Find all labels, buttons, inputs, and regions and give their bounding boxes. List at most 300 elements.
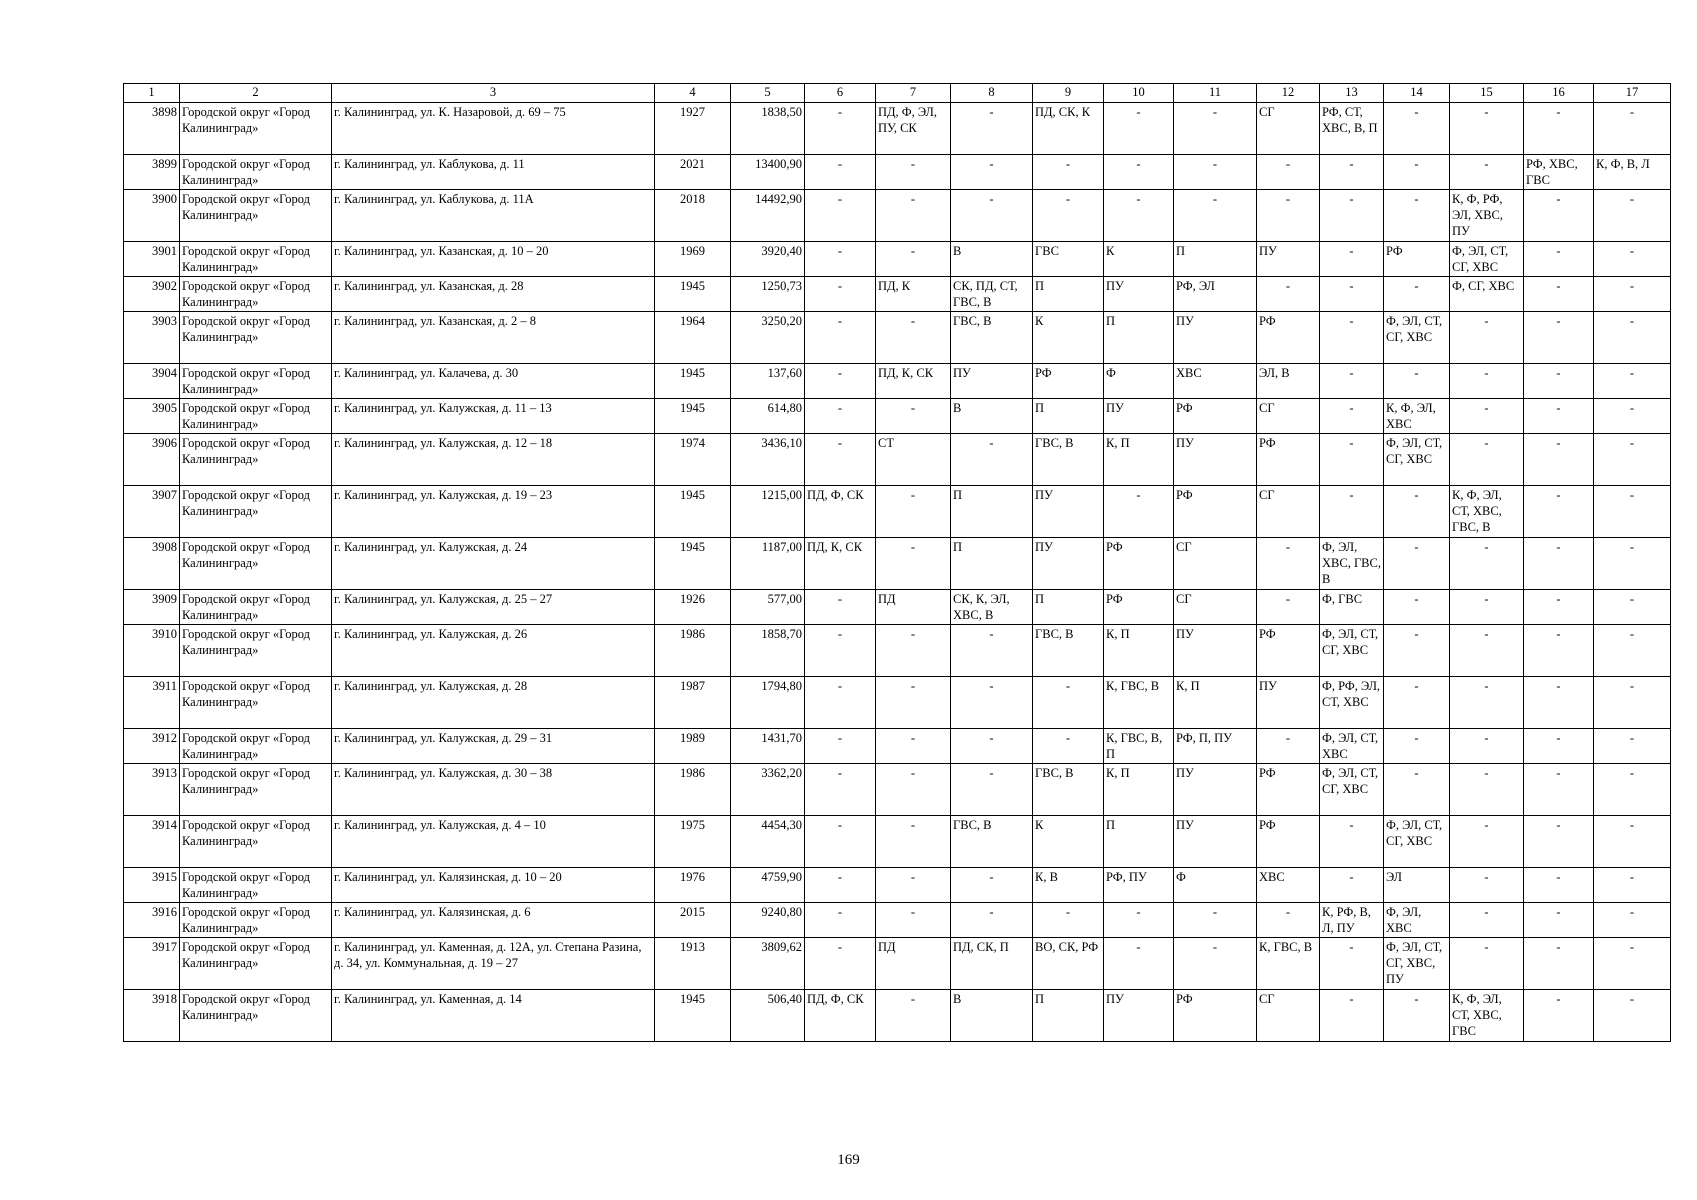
- table-cell-col-3: г. Калининград, ул. Калязинская, д. 10 – 20: [332, 868, 655, 903]
- table-cell-col-6: -: [805, 625, 876, 677]
- table-cell-col-10: К, П: [1104, 764, 1174, 816]
- table-cell-col-3: г. Калининград, ул. Каблукова, д. 11А: [332, 190, 655, 242]
- table-cell-col-6: -: [805, 868, 876, 903]
- column-header-6: 6: [805, 84, 876, 103]
- table-cell-col-2: Городской округ «Город Калининград»: [180, 729, 332, 764]
- table-cell-col-16: -: [1524, 903, 1594, 938]
- table-cell-col-11: ПУ: [1174, 816, 1257, 868]
- table-cell-col-13: -: [1320, 242, 1384, 277]
- table-cell-col-5: 1858,70: [731, 625, 805, 677]
- table-cell-col-9: -: [1033, 677, 1104, 729]
- table-cell-col-7: -: [876, 486, 951, 538]
- table-cell-col-7: ПД, К: [876, 277, 951, 312]
- table-cell-col-12: СГ: [1257, 399, 1320, 434]
- table-cell-col-10: ПУ: [1104, 277, 1174, 312]
- table-cell-col-17: -: [1594, 625, 1671, 677]
- table-cell-col-4: 1987: [655, 677, 731, 729]
- table-row: [124, 103, 1671, 155]
- table-cell-col-15: К, Ф, ЭЛ, СТ, ХВС, ГВС, В: [1450, 486, 1524, 538]
- table-cell-col-7: -: [876, 190, 951, 242]
- column-header-3: 3: [332, 84, 655, 103]
- table-row: [124, 486, 1671, 538]
- table-cell-col-9: П: [1033, 990, 1104, 1042]
- table-cell-col-9: П: [1033, 399, 1104, 434]
- table-cell-col-12: РФ: [1257, 312, 1320, 364]
- table-row: [124, 903, 1671, 938]
- table-cell-col-5: 3250,20: [731, 312, 805, 364]
- table-cell-col-7: -: [876, 868, 951, 903]
- table-cell-col-15: -: [1450, 903, 1524, 938]
- table-cell-col-15: К, Ф, РФ, ЭЛ, ХВС, ПУ: [1450, 190, 1524, 242]
- table-cell-col-17: -: [1594, 816, 1671, 868]
- table-cell-col-14: -: [1384, 677, 1450, 729]
- table-cell-col-8: -: [951, 903, 1033, 938]
- table-cell-col-1: 3906: [124, 434, 180, 486]
- table-cell-col-1: 3904: [124, 364, 180, 399]
- table-cell-col-5: 3809,62: [731, 938, 805, 990]
- table-cell-col-8: -: [951, 103, 1033, 155]
- table-cell-col-9: -: [1033, 155, 1104, 190]
- table-cell-col-11: СГ: [1174, 590, 1257, 625]
- table-cell-col-10: ПУ: [1104, 399, 1174, 434]
- register-table: [123, 83, 1671, 1042]
- table-cell-col-2: Городской округ «Город Калининград»: [180, 677, 332, 729]
- table-cell-col-14: ЭЛ: [1384, 868, 1450, 903]
- column-header-12: 12: [1257, 84, 1320, 103]
- table-cell-col-2: Городской округ «Город Калининград»: [180, 103, 332, 155]
- table-cell-col-8: ГВС, В: [951, 816, 1033, 868]
- table-cell-col-6: -: [805, 277, 876, 312]
- table-cell-col-6: -: [805, 399, 876, 434]
- table-cell-col-9: ГВС, В: [1033, 434, 1104, 486]
- table-cell-col-2: Городской округ «Город Калининград»: [180, 590, 332, 625]
- table-cell-col-9: -: [1033, 729, 1104, 764]
- table-cell-col-2: Городской округ «Город Калининград»: [180, 277, 332, 312]
- table-cell-col-8: ПД, СК, П: [951, 938, 1033, 990]
- table-cell-col-6: -: [805, 903, 876, 938]
- table-cell-col-17: -: [1594, 103, 1671, 155]
- table-cell-col-11: К, П: [1174, 677, 1257, 729]
- table-cell-col-15: -: [1450, 538, 1524, 590]
- table-cell-col-4: 1945: [655, 990, 731, 1042]
- table-cell-col-16: -: [1524, 625, 1594, 677]
- table-cell-col-17: -: [1594, 364, 1671, 399]
- table-cell-col-11: -: [1174, 903, 1257, 938]
- table-cell-col-5: 13400,90: [731, 155, 805, 190]
- table-cell-col-6: -: [805, 155, 876, 190]
- table-cell-col-10: -: [1104, 486, 1174, 538]
- table-cell-col-6: ПД, К, СК: [805, 538, 876, 590]
- table-cell-col-3: г. Калининград, ул. Калужская, д. 30 – 38: [332, 764, 655, 816]
- table-cell-col-1: 3914: [124, 816, 180, 868]
- table-cell-col-12: СГ: [1257, 486, 1320, 538]
- table-cell-col-2: Городской округ «Город Калининград»: [180, 990, 332, 1042]
- table-row: [124, 625, 1671, 677]
- table-cell-col-7: ПД, Ф, ЭЛ, ПУ, СК: [876, 103, 951, 155]
- table-cell-col-12: -: [1257, 903, 1320, 938]
- table-cell-col-16: -: [1524, 816, 1594, 868]
- table-cell-col-14: -: [1384, 538, 1450, 590]
- table-cell-col-4: 1945: [655, 364, 731, 399]
- table-cell-col-16: -: [1524, 399, 1594, 434]
- table-cell-col-3: г. Калининград, ул. Калужская, д. 19 – 23: [332, 486, 655, 538]
- table-cell-col-17: -: [1594, 538, 1671, 590]
- table-cell-col-17: -: [1594, 434, 1671, 486]
- table-cell-col-15: -: [1450, 399, 1524, 434]
- table-cell-col-10: К, П: [1104, 625, 1174, 677]
- table-row: [124, 677, 1671, 729]
- table-cell-col-9: ПУ: [1033, 538, 1104, 590]
- table-cell-col-11: ХВС: [1174, 364, 1257, 399]
- table-cell-col-15: Ф, ЭЛ, СТ, СГ, ХВС: [1450, 242, 1524, 277]
- table-cell-col-1: 3903: [124, 312, 180, 364]
- table-cell-col-6: -: [805, 677, 876, 729]
- column-header-14: 14: [1384, 84, 1450, 103]
- table-cell-col-9: К, В: [1033, 868, 1104, 903]
- table-cell-col-14: Ф, ЭЛ, СТ, СГ, ХВС: [1384, 312, 1450, 364]
- table-cell-col-4: 1986: [655, 764, 731, 816]
- table-cell-col-7: -: [876, 625, 951, 677]
- table-cell-col-12: -: [1257, 538, 1320, 590]
- table-cell-col-8: -: [951, 729, 1033, 764]
- table-cell-col-1: 3911: [124, 677, 180, 729]
- table-cell-col-6: -: [805, 938, 876, 990]
- table-cell-col-3: г. Калининград, ул. Казанская, д. 10 – 20: [332, 242, 655, 277]
- table-cell-col-7: СТ: [876, 434, 951, 486]
- table-cell-col-12: -: [1257, 190, 1320, 242]
- table-cell-col-4: 1986: [655, 625, 731, 677]
- table-row: [124, 364, 1671, 399]
- table-cell-col-8: В: [951, 399, 1033, 434]
- table-cell-col-2: Городской округ «Город Калининград»: [180, 242, 332, 277]
- table-cell-col-3: г. Калининград, ул. Калужская, д. 29 – 31: [332, 729, 655, 764]
- table-cell-col-13: -: [1320, 364, 1384, 399]
- table-cell-col-14: -: [1384, 103, 1450, 155]
- table-cell-col-14: -: [1384, 364, 1450, 399]
- table-cell-col-4: 1945: [655, 538, 731, 590]
- table-cell-col-3: г. Калининград, ул. К. Назаровой, д. 69 – 75: [332, 103, 655, 155]
- table-cell-col-1: 3915: [124, 868, 180, 903]
- table-cell-col-6: -: [805, 434, 876, 486]
- table-cell-col-6: -: [805, 764, 876, 816]
- table-cell-col-4: 1945: [655, 486, 731, 538]
- table-cell-col-4: 1989: [655, 729, 731, 764]
- table-cell-col-16: -: [1524, 764, 1594, 816]
- table-cell-col-10: П: [1104, 312, 1174, 364]
- table-cell-col-14: Ф, ЭЛ, СТ, СГ, ХВС, ПУ: [1384, 938, 1450, 990]
- table-cell-col-17: -: [1594, 990, 1671, 1042]
- table-cell-col-14: -: [1384, 990, 1450, 1042]
- table-cell-col-4: 1945: [655, 277, 731, 312]
- table-cell-col-4: 1926: [655, 590, 731, 625]
- table-cell-col-1: 3898: [124, 103, 180, 155]
- table-cell-col-6: -: [805, 103, 876, 155]
- table-cell-col-3: г. Калининград, ул. Калужская, д. 26: [332, 625, 655, 677]
- table-cell-col-17: -: [1594, 764, 1671, 816]
- table-row: [124, 590, 1671, 625]
- table-cell-col-4: 1964: [655, 312, 731, 364]
- table-cell-col-15: Ф, СГ, ХВС: [1450, 277, 1524, 312]
- table-cell-col-16: -: [1524, 103, 1594, 155]
- table-cell-col-1: 3909: [124, 590, 180, 625]
- table-cell-col-14: Ф, ЭЛ, СТ, СГ, ХВС: [1384, 816, 1450, 868]
- table-row: [124, 990, 1671, 1042]
- table-cell-col-16: -: [1524, 990, 1594, 1042]
- table-row: [124, 277, 1671, 312]
- table-cell-col-9: ПУ: [1033, 486, 1104, 538]
- table-cell-col-17: -: [1594, 729, 1671, 764]
- table-cell-col-3: г. Калининград, ул. Калязинская, д. 6: [332, 903, 655, 938]
- column-header-2: 2: [180, 84, 332, 103]
- table-cell-col-8: -: [951, 764, 1033, 816]
- table-cell-col-7: ПД: [876, 590, 951, 625]
- table-cell-col-14: Ф, ЭЛ, СТ, СГ, ХВС: [1384, 434, 1450, 486]
- table-cell-col-1: 3917: [124, 938, 180, 990]
- table-cell-col-5: 1215,00: [731, 486, 805, 538]
- table-cell-col-8: СК, ПД, СТ, ГВС, В: [951, 277, 1033, 312]
- table-cell-col-6: -: [805, 816, 876, 868]
- table-cell-col-9: ГВС, В: [1033, 764, 1104, 816]
- table-row: [124, 312, 1671, 364]
- table-cell-col-13: Ф, ГВС: [1320, 590, 1384, 625]
- table-cell-col-12: РФ: [1257, 764, 1320, 816]
- table-cell-col-16: -: [1524, 590, 1594, 625]
- table-cell-col-5: 3920,40: [731, 242, 805, 277]
- column-header-4: 4: [655, 84, 731, 103]
- table-cell-col-8: СК, К, ЭЛ, ХВС, В: [951, 590, 1033, 625]
- table-cell-col-10: -: [1104, 938, 1174, 990]
- table-row: [124, 190, 1671, 242]
- table-cell-col-9: РФ: [1033, 364, 1104, 399]
- table-cell-col-12: К, ГВС, В: [1257, 938, 1320, 990]
- column-header-5: 5: [731, 84, 805, 103]
- table-cell-col-11: ПУ: [1174, 434, 1257, 486]
- table-cell-col-6: -: [805, 190, 876, 242]
- table-cell-col-10: К, ГВС, В, П: [1104, 729, 1174, 764]
- table-cell-col-16: -: [1524, 364, 1594, 399]
- table-cell-col-2: Городской округ «Город Калининград»: [180, 903, 332, 938]
- table-cell-col-12: ПУ: [1257, 242, 1320, 277]
- table-cell-col-11: ПУ: [1174, 312, 1257, 364]
- table-cell-col-6: ПД, Ф, СК: [805, 990, 876, 1042]
- table-cell-col-7: -: [876, 677, 951, 729]
- table-cell-col-4: 2021: [655, 155, 731, 190]
- table-cell-col-5: 1250,73: [731, 277, 805, 312]
- column-header-1: 1: [124, 84, 180, 103]
- table-cell-col-13: -: [1320, 990, 1384, 1042]
- table-row: [124, 242, 1671, 277]
- table-cell-col-11: ПУ: [1174, 625, 1257, 677]
- table-cell-col-6: -: [805, 364, 876, 399]
- table-cell-col-1: 3902: [124, 277, 180, 312]
- table-cell-col-6: -: [805, 729, 876, 764]
- table-cell-col-5: 1794,80: [731, 677, 805, 729]
- table-cell-col-15: -: [1450, 677, 1524, 729]
- table-cell-col-17: -: [1594, 868, 1671, 903]
- table-cell-col-7: -: [876, 538, 951, 590]
- table-cell-col-1: 3912: [124, 729, 180, 764]
- table-cell-col-12: СГ: [1257, 990, 1320, 1042]
- table-cell-col-13: Ф, ЭЛ, СТ, СГ, ХВС: [1320, 764, 1384, 816]
- table-cell-col-2: Городской округ «Город Калининград»: [180, 434, 332, 486]
- table-cell-col-16: -: [1524, 538, 1594, 590]
- table-cell-col-10: РФ: [1104, 590, 1174, 625]
- table-cell-col-3: г. Калининград, ул. Каменная, д. 14: [332, 990, 655, 1042]
- table-cell-col-5: 1838,50: [731, 103, 805, 155]
- table-row: [124, 764, 1671, 816]
- table-cell-col-9: -: [1033, 190, 1104, 242]
- table-cell-col-3: г. Калининград, ул. Каблукова, д. 11: [332, 155, 655, 190]
- table-cell-col-11: -: [1174, 190, 1257, 242]
- table-cell-col-17: -: [1594, 903, 1671, 938]
- table-cell-col-5: 1187,00: [731, 538, 805, 590]
- table-cell-col-6: ПД, Ф, СК: [805, 486, 876, 538]
- table-cell-col-17: -: [1594, 242, 1671, 277]
- table-cell-col-11: -: [1174, 938, 1257, 990]
- table-row: [124, 155, 1671, 190]
- table-cell-col-7: -: [876, 729, 951, 764]
- table-row: [124, 868, 1671, 903]
- table-cell-col-10: Ф: [1104, 364, 1174, 399]
- table-cell-col-10: К, П: [1104, 434, 1174, 486]
- table-cell-col-2: Городской округ «Город Калининград»: [180, 399, 332, 434]
- table-cell-col-13: -: [1320, 312, 1384, 364]
- table-cell-col-12: ЭЛ, В: [1257, 364, 1320, 399]
- table-cell-col-5: 14492,90: [731, 190, 805, 242]
- table-cell-col-17: К, Ф, В, Л: [1594, 155, 1671, 190]
- table-cell-col-2: Городской округ «Город Калининград»: [180, 764, 332, 816]
- table-cell-col-12: РФ: [1257, 625, 1320, 677]
- table-cell-col-5: 9240,80: [731, 903, 805, 938]
- column-header-17: 17: [1594, 84, 1671, 103]
- table-cell-col-9: П: [1033, 590, 1104, 625]
- table-cell-col-11: ПУ: [1174, 764, 1257, 816]
- table-cell-col-9: К: [1033, 312, 1104, 364]
- table-cell-col-2: Городской округ «Город Калининград»: [180, 538, 332, 590]
- table-cell-col-4: 1969: [655, 242, 731, 277]
- table-cell-col-17: -: [1594, 312, 1671, 364]
- table-cell-col-6: -: [805, 242, 876, 277]
- table-cell-col-17: -: [1594, 399, 1671, 434]
- table-cell-col-11: РФ, ЭЛ: [1174, 277, 1257, 312]
- table-cell-col-17: -: [1594, 938, 1671, 990]
- table-cell-col-7: -: [876, 990, 951, 1042]
- table-cell-col-16: -: [1524, 868, 1594, 903]
- table-cell-col-16: -: [1524, 242, 1594, 277]
- column-header-7: 7: [876, 84, 951, 103]
- table-cell-col-11: РФ: [1174, 990, 1257, 1042]
- table-cell-col-14: -: [1384, 277, 1450, 312]
- table-cell-col-13: -: [1320, 868, 1384, 903]
- page-number: 169: [837, 1152, 860, 1168]
- table-cell-col-7: -: [876, 903, 951, 938]
- column-header-9: 9: [1033, 84, 1104, 103]
- column-header-13: 13: [1320, 84, 1384, 103]
- table-cell-col-2: Городской округ «Город Калининград»: [180, 816, 332, 868]
- table-cell-col-14: -: [1384, 190, 1450, 242]
- column-header-10: 10: [1104, 84, 1174, 103]
- table-cell-col-17: -: [1594, 277, 1671, 312]
- table-cell-col-2: Городской округ «Город Калининград»: [180, 364, 332, 399]
- table-cell-col-3: г. Калининград, ул. Калужская, д. 4 – 10: [332, 816, 655, 868]
- table-cell-col-3: г. Калининград, ул. Калужская, д. 12 – 18: [332, 434, 655, 486]
- table-cell-col-16: -: [1524, 434, 1594, 486]
- column-header-16: 16: [1524, 84, 1594, 103]
- table-cell-col-8: ПУ: [951, 364, 1033, 399]
- table-cell-col-1: 3913: [124, 764, 180, 816]
- table-row: [124, 816, 1671, 868]
- table-cell-col-2: Городской округ «Город Калининград»: [180, 486, 332, 538]
- table-cell-col-5: 577,00: [731, 590, 805, 625]
- table-cell-col-3: г. Калининград, ул. Казанская, д. 2 – 8: [332, 312, 655, 364]
- table-cell-col-10: ПУ: [1104, 990, 1174, 1042]
- table-cell-col-15: -: [1450, 155, 1524, 190]
- table-cell-col-2: Городской округ «Город Калининград»: [180, 155, 332, 190]
- table-cell-col-14: -: [1384, 155, 1450, 190]
- table-cell-col-12: -: [1257, 155, 1320, 190]
- table-cell-col-4: 1927: [655, 103, 731, 155]
- table-cell-col-2: Городской округ «Город Калининград»: [180, 625, 332, 677]
- table-cell-col-14: -: [1384, 486, 1450, 538]
- table-cell-col-1: 3918: [124, 990, 180, 1042]
- table-cell-col-15: -: [1450, 868, 1524, 903]
- table-cell-col-17: -: [1594, 677, 1671, 729]
- table-cell-col-3: г. Калининград, ул. Казанская, д. 28: [332, 277, 655, 312]
- table-cell-col-11: РФ, П, ПУ: [1174, 729, 1257, 764]
- table-cell-col-1: 3900: [124, 190, 180, 242]
- table-cell-col-8: -: [951, 677, 1033, 729]
- table-cell-col-13: -: [1320, 190, 1384, 242]
- table-cell-col-15: -: [1450, 103, 1524, 155]
- table-cell-col-7: -: [876, 242, 951, 277]
- table-cell-col-10: -: [1104, 190, 1174, 242]
- table-cell-col-10: РФ, ПУ: [1104, 868, 1174, 903]
- table-cell-col-9: ГВС: [1033, 242, 1104, 277]
- table-cell-col-9: К: [1033, 816, 1104, 868]
- table-cell-col-12: РФ: [1257, 816, 1320, 868]
- table-cell-col-13: Ф, ЭЛ, СТ, ХВС: [1320, 729, 1384, 764]
- table-cell-col-9: ГВС, В: [1033, 625, 1104, 677]
- table-cell-col-8: -: [951, 155, 1033, 190]
- table-cell-col-9: ВО, СК, РФ: [1033, 938, 1104, 990]
- table-cell-col-8: -: [951, 190, 1033, 242]
- table-cell-col-16: -: [1524, 729, 1594, 764]
- table-cell-col-15: -: [1450, 590, 1524, 625]
- table-row: [124, 434, 1671, 486]
- table-cell-col-8: -: [951, 868, 1033, 903]
- table-cell-col-7: -: [876, 816, 951, 868]
- table-cell-col-14: К, Ф, ЭЛ, ХВС: [1384, 399, 1450, 434]
- table-cell-col-4: 1945: [655, 399, 731, 434]
- table-cell-col-4: 1974: [655, 434, 731, 486]
- table-cell-col-2: Городской округ «Город Калининград»: [180, 190, 332, 242]
- table-cell-col-4: 1975: [655, 816, 731, 868]
- column-header-11: 11: [1174, 84, 1257, 103]
- table-cell-col-13: -: [1320, 277, 1384, 312]
- table-cell-col-11: РФ: [1174, 399, 1257, 434]
- table-cell-col-13: -: [1320, 434, 1384, 486]
- table-cell-col-5: 137,60: [731, 364, 805, 399]
- table-cell-col-15: -: [1450, 764, 1524, 816]
- table-cell-col-12: СГ: [1257, 103, 1320, 155]
- column-header-8: 8: [951, 84, 1033, 103]
- table-cell-col-1: 3908: [124, 538, 180, 590]
- table-cell-col-7: ПД: [876, 938, 951, 990]
- table-cell-col-7: -: [876, 764, 951, 816]
- table-cell-col-14: Ф, ЭЛ, ХВС: [1384, 903, 1450, 938]
- table-cell-col-3: г. Калининград, ул. Калачева, д. 30: [332, 364, 655, 399]
- table-cell-col-4: 1913: [655, 938, 731, 990]
